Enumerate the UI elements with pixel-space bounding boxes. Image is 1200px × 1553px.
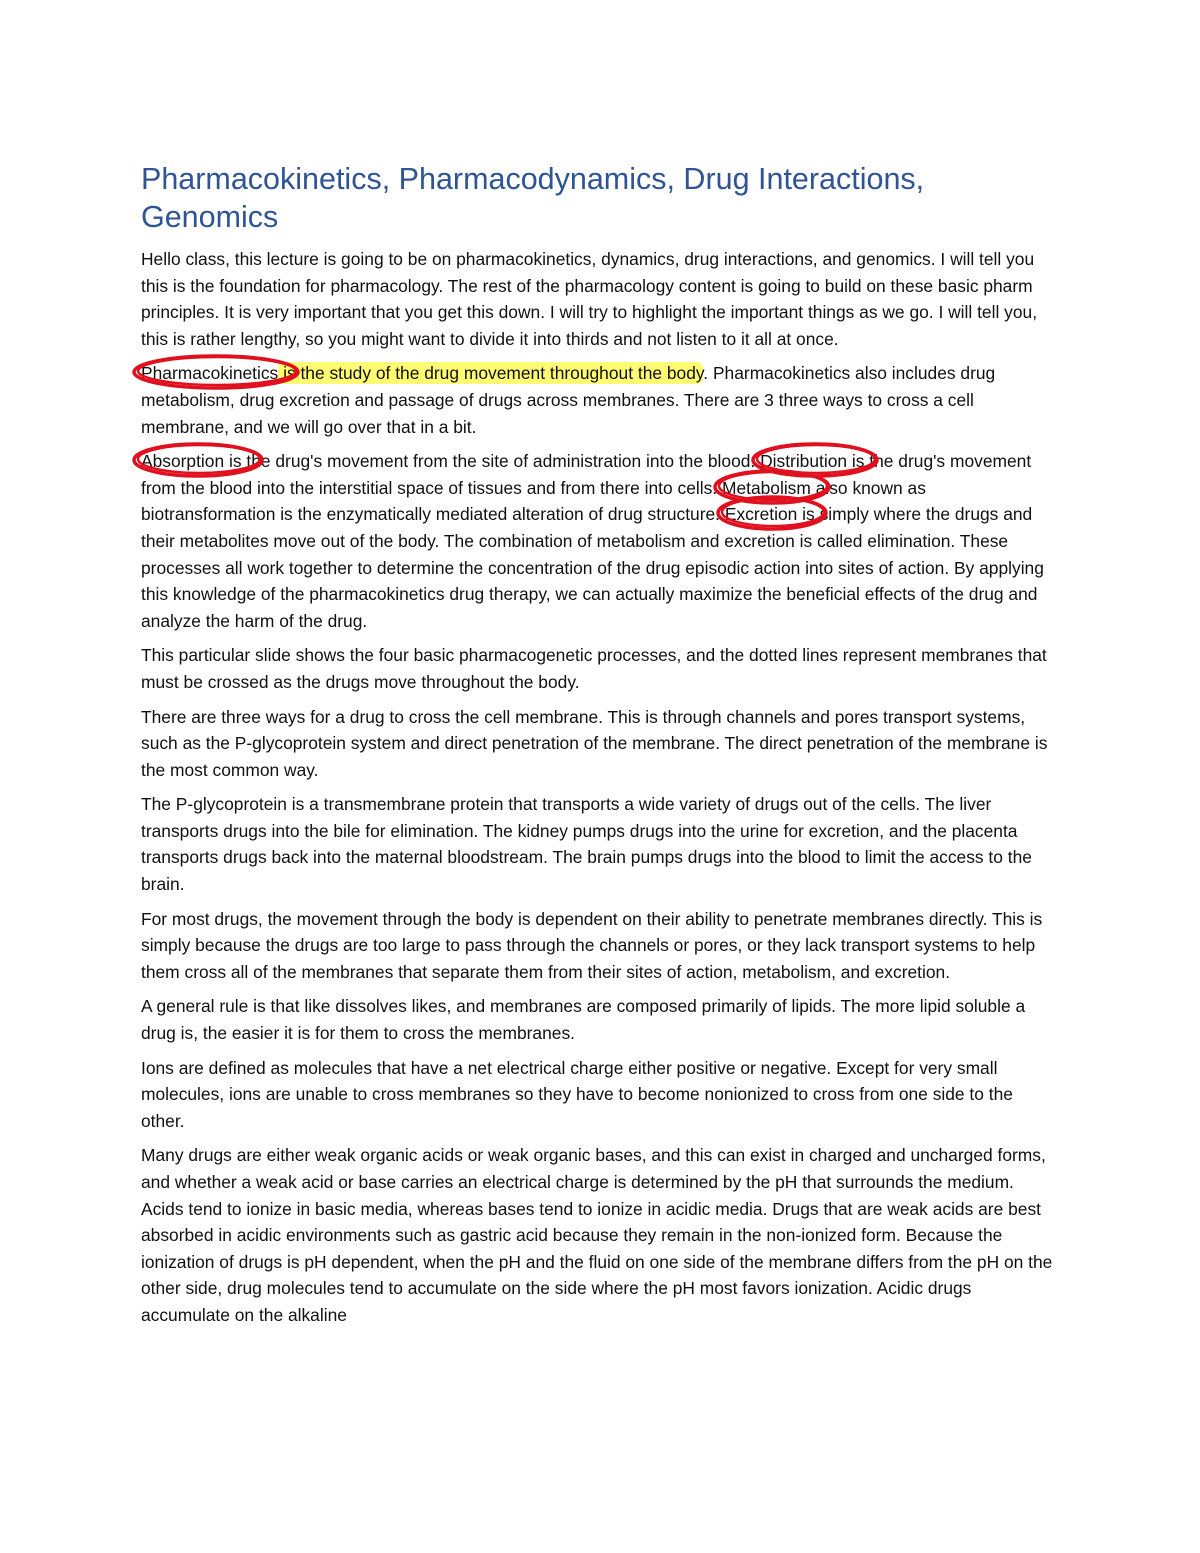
paragraph-direct-penetration: For most drugs, the movement through the body is dependent on their ability to penetrate membranes directly. This is simply because the drugs are too large to pass through the channels or pores, or they lack transport systems to help them cross all of the membranes that separate them from their sites of action, metabolism, and excretion. [141,908,1043,982]
circled-term-pharmacokinetics: Pharmacokinetics [141,360,278,387]
paragraph-processes: Absorption is the drug's movement from the site of administration into the blood. Distribution is the drug's movement from the blood into the interstitial space of tissues and from there into cells. Metabolism also known as biotransformation is the enzymatically mediated alteration of drug structure. Excretion is simply where the drugs and their metabolites move out of the body. The combination of metabolism and excretion is called elimination. These processes all work together to determine the concentration of the drug episodic action into sites of action. By applying this knowledge of the pharmacokinetics drug therapy, we can actually maximize the beneficial effects of the drug and analyze the harm of the drug. [141,448,1059,634]
paragraph-ions: Ions are defined as molecules that have a net electrical charge either positive or negative. Except for very small molecules, ions are unable to cross membranes so they have to become nonionized to cross from one side to the other. [141,1057,1013,1131]
paragraph-pharmacokinetics: Pharmacokinetics is the study of the drug movement throughout the body. Pharmacokinetics also includes drug metabolism, drug excretion and passage of drugs across membranes. There are 3 three ways to cross a cell membrane, and we will go over that in a bit. [141,360,1059,440]
document-title: Pharmacokinetics, Pharmacodynamics, Drug Interactions, Genomics [141,162,925,234]
circled-term-metabolism: Metabolism [722,475,811,502]
paragraph-p-glycoprotein: The P-glycoprotein is a transmembrane protein that transports a wide variety of drugs out of the cells. The liver transports drugs into the bile for elimination. The kidney pumps drugs into the urine for excretion, and the placenta transports drugs back into the maternal bloodstream. The brain pumps drugs into the blood to limit the access to the brain. [141,794,1032,895]
highlighted-definition: is the study of the drug movement throughout the body [278,363,704,384]
paragraph-slide-description: This particular slide shows the four basic pharmacogenetic processes, and the dotted lines represent membranes that must be crossed as the drugs move throughout the body. [141,645,1047,692]
circled-term-absorption: Absorption [141,448,224,475]
paragraph-ionization-ph: Many drugs are either weak organic acids or weak organic bases, and this can exist in charged and uncharged forms, and whether a weak acid or base carries an electrical charge is determined by the pH that surrounds the medium. Acids tend to ionize in basic media, whereas bases tend to ionize in acidic media. Drugs that are weak acids are best absorbed in acidic environments such as gastric acid because they remain in the non-ionized form. Because the ionization of drugs is pH dependent, when the pH and the fluid on one side of the membrane differs from the pH on the other side, drug molecules tend to accumulate on the side where the pH most favors ionization. Acidic drugs accumulate on the alkaline [141,1145,1053,1325]
circled-term-excretion: Excretion [725,501,798,528]
circled-term-distribution: Distribution [760,448,847,475]
document-body [141,160,1059,1337]
paragraph-intro: Hello class, this lecture is going to be on pharmacokinetics, dynamics, drug interactions, and genomics. I will tell you this is the foundation for pharmacology. The rest of the pharmacology content is going to build on these basic pharm principles. It is very important that you get this down. I will try to highlight the important things as we go. I will tell you, this is rather lengthy, so you might want to divide it into thirds and not listen to it all at once. [141,249,1038,349]
paragraph-membrane-crossing: There are three ways for a drug to cross the cell membrane. This is through channels and pores transport systems, such as the P-glycoprotein system and direct penetration of the membrane. The direct penetration of the membrane is the most common way. [141,706,1048,780]
paragraph-lipid-solubility: A general rule is that like dissolves likes, and membranes are composed primarily of lipids. The more lipid soluble a drug is, the easier it is for them to cross the membranes. [141,996,1026,1044]
